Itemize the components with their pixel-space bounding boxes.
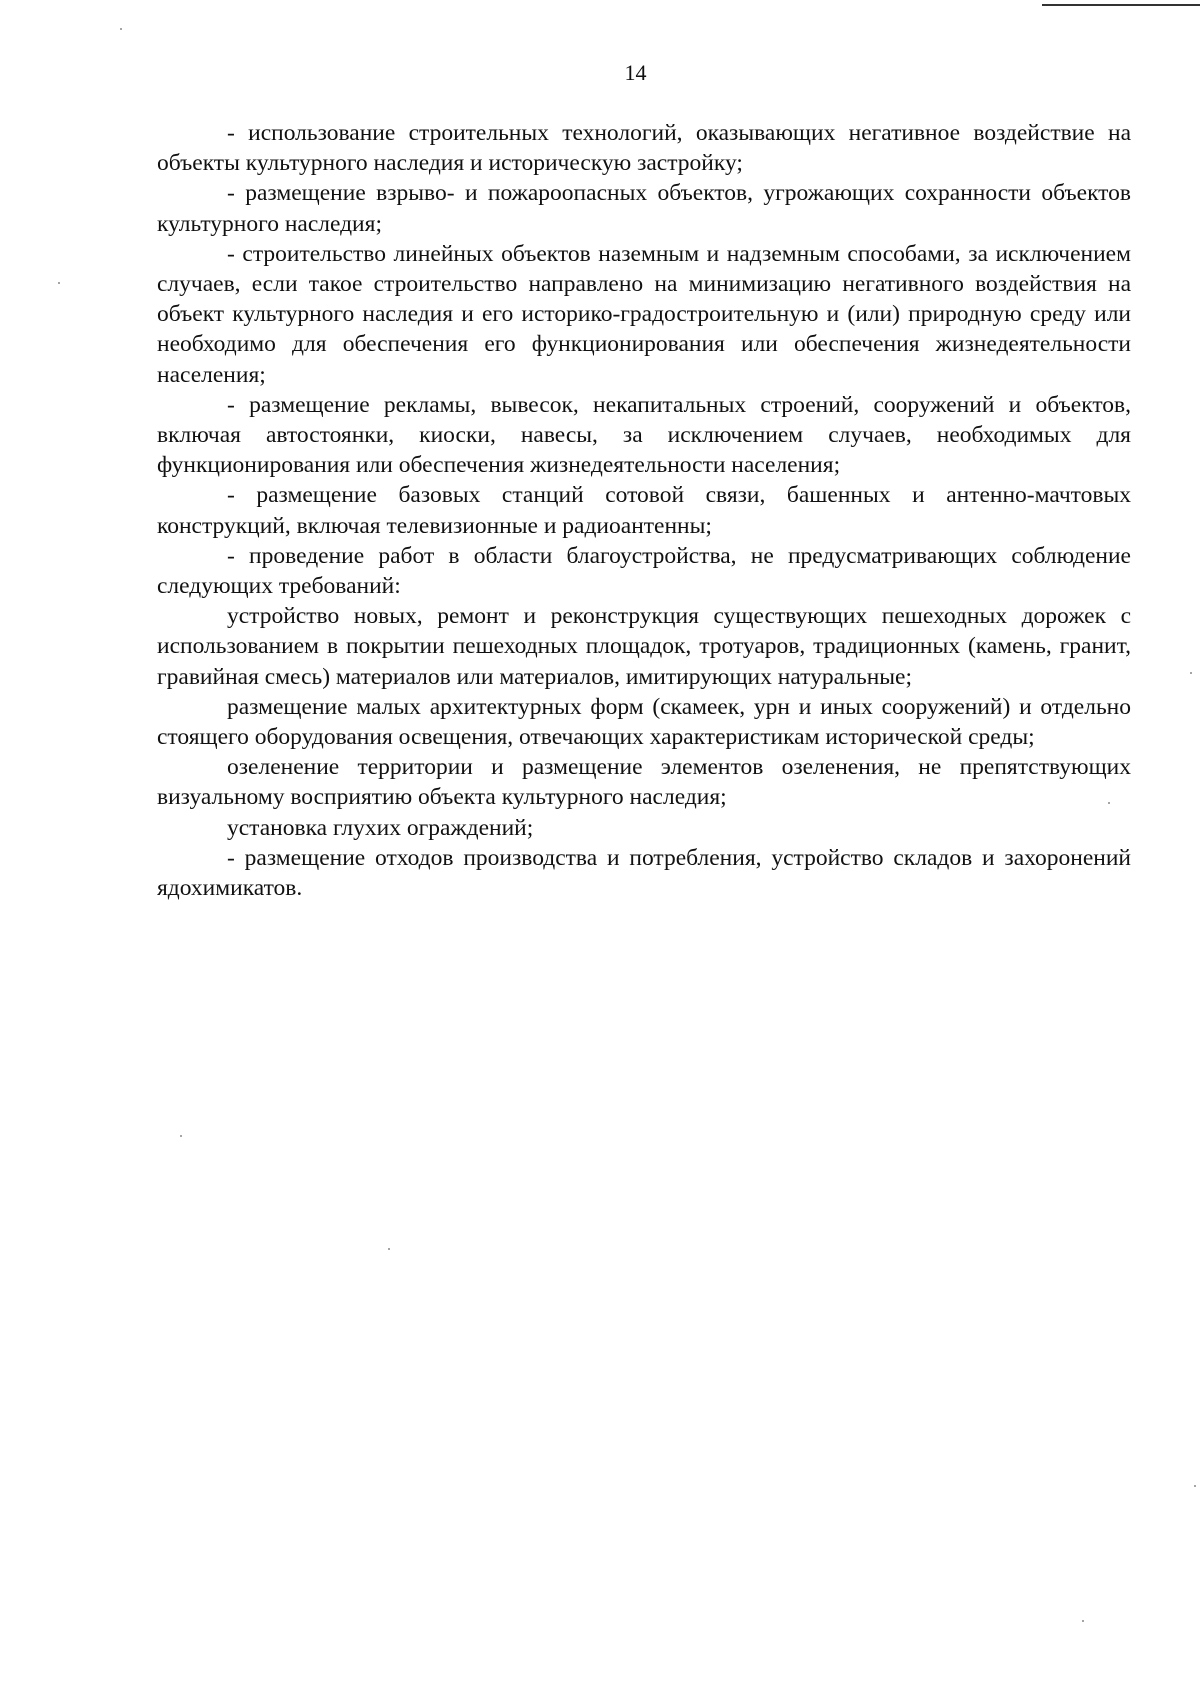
paragraph: - проведение работ в области благоустройства, не предусматривающих соблюдение следующих требований: xyxy=(157,542,1131,600)
paragraph: - размещение отходов производства и потребления, устройство складов и захоронений ядохимикатов. xyxy=(157,844,1131,902)
scan-speck xyxy=(1082,1620,1084,1622)
paragraph: размещение малых архитектурных форм (скамеек, урн и иных сооружений) и отдельно стоящего оборудования освещения, отвечающих характеристикам исторической среды; xyxy=(157,693,1131,751)
paragraph: установка глухих ограждений; xyxy=(227,814,534,841)
top-edge-rule xyxy=(1042,4,1200,6)
scan-speck xyxy=(388,1248,390,1250)
paragraph: - размещение взрыво- и пожароопасных объектов, угрожающих сохранности объектов культурного наследия; xyxy=(157,180,1131,237)
paragraph: озеленение территории и размещение элементов озеленения, не препятствующих визуальному восприятию объекта культурного наследия; xyxy=(157,754,1131,811)
scan-speck xyxy=(120,28,122,30)
paragraph: - использование строительных технологий, оказывающих негативное воздействие на объекты культурного наследия и историческую застройку; xyxy=(157,120,1131,177)
paragraph: устройство новых, ремонт и реконструкция существующих пешеходных дорожек с использованием в покрытии пешеходных площадок, тротуаров, традиционных (камень, гранит, гравийная смесь) материалов или материалов, имитирующих натуральные; xyxy=(157,603,1131,690)
scan-speck xyxy=(1108,802,1110,804)
scan-speck xyxy=(58,282,60,284)
paragraph: - размещение рекламы, вывесок, некапитальных строений, сооружений и объектов, включая автостоянки, киоски, навесы, за исключением случаев, необходимых для функционирования или обеспечения жизнедеятельности населения; xyxy=(157,391,1131,479)
paragraph: - размещение базовых станций сотовой связи, башенных и антенно-мачтовых конструкций, включая телевизионные и радиоантенны; xyxy=(157,482,1131,539)
page-number: 14 xyxy=(624,60,647,85)
scan-speck xyxy=(180,1135,182,1137)
document-body xyxy=(157,118,1131,903)
paragraph: - строительство линейных объектов наземным и надземным способами, за исключением случаев, если такое строительство направлено на минимизацию негативного воздействия на объект культурного наследия и его историко-градостроительную и (или) природную среду или необходимо для обеспечения его функционирования или обеспечения жизнедеятельности населения; xyxy=(157,240,1131,388)
scan-speck xyxy=(1194,1485,1196,1487)
scan-speck xyxy=(1190,672,1192,674)
